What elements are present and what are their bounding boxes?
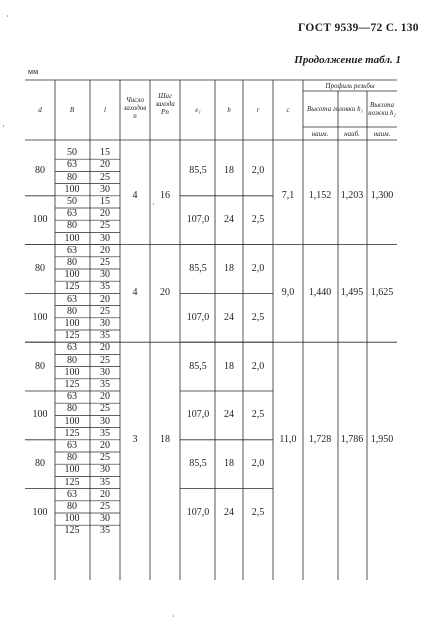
d-cell: 80	[35, 360, 45, 372]
B-cell: 80	[67, 452, 77, 464]
e1-cell: 85,5	[189, 263, 207, 274]
d-cell: 100	[32, 409, 48, 421]
B-cell: 80	[67, 354, 77, 366]
r-cell: 2,5	[251, 214, 265, 226]
l-cell: 30	[100, 183, 110, 195]
l-cell: 35	[100, 330, 110, 342]
col-header-h2-min: наим.	[373, 130, 391, 138]
col-header-c: c	[286, 106, 290, 114]
l-cell: 25	[100, 500, 110, 512]
l-cell: 35	[100, 525, 110, 537]
d-cell: 100	[32, 214, 48, 226]
b-cell: 18	[224, 458, 234, 470]
e1-cell: 107,0	[186, 507, 210, 518]
d-cell: 80	[35, 458, 45, 470]
B-cell: 80	[67, 256, 77, 268]
col-header-h1-max: наиб.	[344, 130, 360, 138]
B-cell: 50	[67, 147, 77, 159]
B-cell: 100	[64, 183, 80, 195]
B-cell: 63	[67, 159, 77, 171]
l-cell: 30	[100, 366, 110, 378]
l-cell: 20	[100, 488, 110, 500]
B-cell: 63	[67, 208, 77, 220]
B-cell: 125	[64, 330, 80, 342]
b-cell: 24	[224, 409, 234, 421]
l-cell: 25	[100, 256, 110, 268]
r-cell: 2,0	[251, 458, 265, 470]
d-cell: 80	[35, 263, 45, 274]
col-header-e1: e₁	[195, 106, 201, 114]
standard-header: ГОСТ 9539—72 С. 130	[298, 22, 419, 34]
c-cell: 9,0	[281, 287, 295, 299]
col-header-B: B	[69, 106, 75, 114]
c-cell: 7,1	[281, 189, 295, 201]
B-cell: 100	[64, 464, 80, 476]
B-cell: 100	[64, 269, 80, 281]
l-cell: 35	[100, 378, 110, 390]
h1-max-cell: 1,786	[340, 433, 364, 445]
l-cell: 30	[100, 415, 110, 427]
e1-cell: 85,5	[189, 165, 207, 177]
col-header-b: b	[227, 106, 231, 114]
B-cell: 63	[67, 342, 77, 354]
B-cell: 125	[64, 281, 80, 293]
col-header-n: Число заходов n	[123, 96, 147, 120]
table-continuation-title: Продолжение табл. 1	[294, 54, 401, 66]
B-cell: 80	[67, 171, 77, 183]
b-cell: 18	[224, 360, 234, 372]
l-cell: 25	[100, 452, 110, 464]
B-cell: 80	[67, 220, 77, 232]
l-cell: 20	[100, 293, 110, 305]
l-cell: 20	[100, 244, 110, 256]
l-cell: 30	[100, 269, 110, 281]
col-header-profile: Профиль резьбы	[325, 82, 375, 90]
d-cell: 80	[35, 165, 45, 177]
B-cell: 100	[64, 232, 80, 244]
B-cell: 63	[67, 293, 77, 305]
unit-label: мм	[28, 67, 39, 76]
l-cell: 25	[100, 171, 110, 183]
B-cell: 125	[64, 525, 80, 537]
b-cell: 18	[224, 263, 234, 274]
l-cell: 30	[100, 232, 110, 244]
p-cell: 16	[160, 189, 170, 201]
n-cell: 3	[132, 433, 138, 445]
B-cell: 63	[67, 244, 77, 256]
col-header-r: r	[256, 106, 260, 114]
l-cell: 20	[100, 439, 110, 451]
e1-cell: 107,0	[186, 409, 210, 421]
B-cell: 63	[67, 391, 77, 403]
l-cell: 25	[100, 305, 110, 317]
h1-min-cell: 1,440	[308, 287, 332, 299]
r-cell: 2,0	[251, 360, 265, 372]
l-cell: 30	[100, 317, 110, 329]
h2-cell: 1,625	[370, 287, 394, 299]
r-cell: 2,0	[251, 263, 265, 274]
r-cell: 2,0	[251, 165, 265, 177]
b-cell: 24	[224, 311, 234, 323]
scan-speck: ·	[152, 200, 155, 209]
B-cell: 100	[64, 513, 80, 525]
l-cell: 25	[100, 403, 110, 415]
B-cell: 63	[67, 439, 77, 451]
e1-cell: 107,0	[186, 214, 210, 226]
l-cell: 15	[100, 195, 110, 207]
l-cell: 35	[100, 427, 110, 439]
h1-min-cell: 1,728	[308, 433, 332, 445]
b-cell: 24	[224, 214, 234, 226]
B-cell: 100	[64, 366, 80, 378]
l-cell: 25	[100, 354, 110, 366]
l-cell: 30	[100, 464, 110, 476]
B-cell: 100	[64, 317, 80, 329]
e1-cell: 107,0	[186, 311, 210, 323]
col-header-h1: Высота головки h₁	[306, 105, 364, 113]
d-cell: 100	[32, 507, 48, 518]
r-cell: 2,5	[251, 409, 265, 421]
col-header-h2: Высота ножки h₂	[368, 101, 396, 117]
d-cell: 100	[32, 311, 48, 323]
l-cell: 20	[100, 208, 110, 220]
B-cell: 80	[67, 305, 77, 317]
p-cell: 20	[160, 287, 170, 299]
col-header-h1-min: наим.	[311, 130, 329, 138]
c-cell: 11,0	[279, 433, 297, 445]
n-cell: 4	[132, 189, 138, 201]
l-cell: 25	[100, 220, 110, 232]
r-cell: 2,5	[251, 311, 265, 323]
e1-cell: 85,5	[189, 360, 207, 372]
b-cell: 18	[224, 165, 234, 177]
scan-speck: ·	[6, 12, 9, 21]
h1-min-cell: 1,152	[308, 189, 332, 201]
col-header-l: l	[104, 106, 106, 114]
l-cell: 20	[100, 159, 110, 171]
col-header-d: d	[38, 106, 42, 114]
l-cell: 20	[100, 391, 110, 403]
col-header-p: Шаг захода Pn	[155, 92, 175, 116]
B-cell: 125	[64, 427, 80, 439]
scan-speck: ·	[2, 122, 5, 131]
h2-cell: 1,300	[370, 189, 394, 201]
l-cell: 35	[100, 281, 110, 293]
b-cell: 24	[224, 507, 234, 518]
h1-max-cell: 1,495	[340, 287, 364, 299]
e1-cell: 85,5	[189, 458, 207, 470]
r-cell: 2,5	[251, 507, 265, 518]
p-cell: 18	[160, 433, 170, 445]
l-cell: 30	[100, 513, 110, 525]
l-cell: 20	[100, 342, 110, 354]
B-cell: 80	[67, 403, 77, 415]
scan-speck: ·	[172, 612, 175, 621]
B-cell: 80	[67, 500, 77, 512]
h2-cell: 1,950	[370, 433, 394, 445]
B-cell: 100	[64, 415, 80, 427]
l-cell: 15	[100, 147, 110, 159]
B-cell: 50	[67, 195, 77, 207]
B-cell: 125	[64, 378, 80, 390]
n-cell: 4	[132, 287, 138, 299]
B-cell: 63	[67, 488, 77, 500]
B-cell: 125	[64, 476, 80, 488]
l-cell: 35	[100, 476, 110, 488]
h1-max-cell: 1,203	[340, 189, 364, 201]
